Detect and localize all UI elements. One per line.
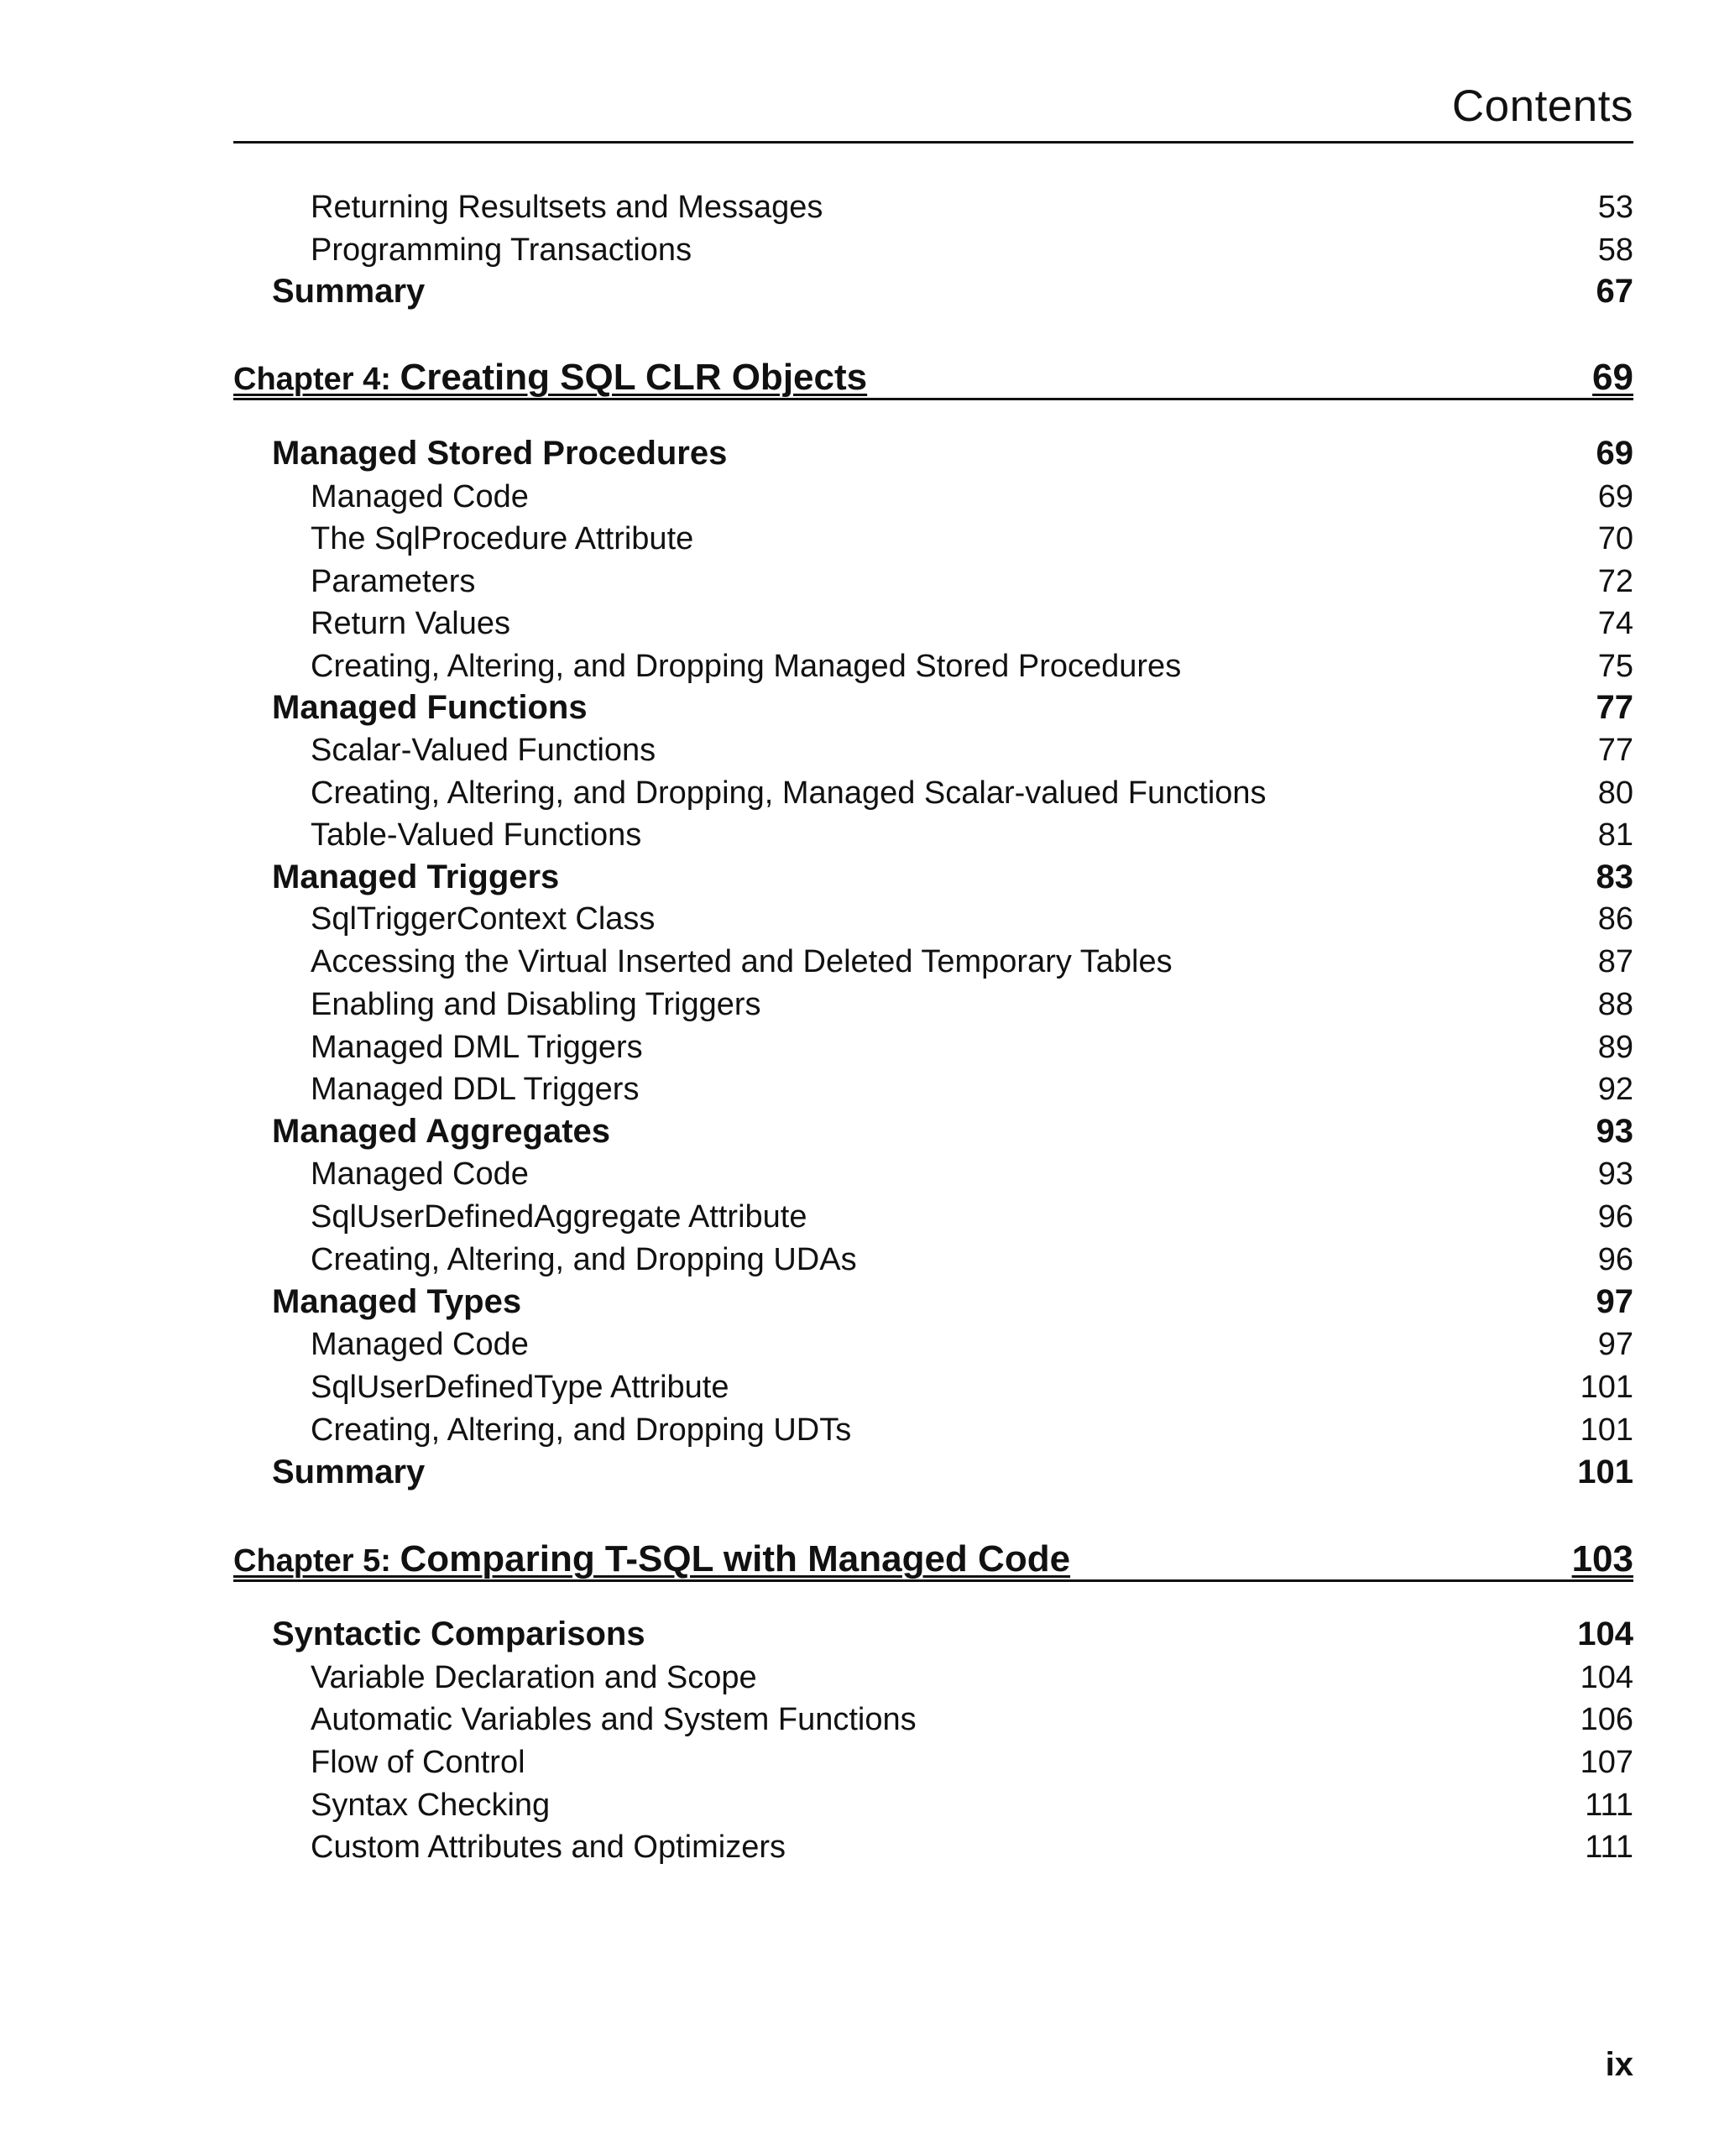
toc-entry-title: Returning Resultsets and Messages bbox=[311, 190, 823, 225]
toc-entry[interactable] bbox=[233, 234, 1633, 266]
page-header-title: Contents bbox=[1451, 81, 1633, 131]
toc-entry-page: 88 bbox=[1597, 987, 1633, 1022]
toc-entry-title: Managed Code bbox=[311, 1327, 529, 1362]
header-rule bbox=[233, 141, 1633, 144]
toc-section-title: Summary bbox=[272, 273, 426, 310]
toc-entry-page: 97 bbox=[1597, 1327, 1633, 1362]
chapter-heading bbox=[233, 1538, 1071, 1579]
toc-entry[interactable] bbox=[233, 1746, 1633, 1778]
toc-chapter-4[interactable] bbox=[233, 359, 1633, 400]
chapter-page: 103 bbox=[1571, 1538, 1633, 1579]
toc-section-page: 101 bbox=[1577, 1454, 1633, 1490]
toc-section[interactable] bbox=[233, 274, 1633, 308]
toc-entry[interactable] bbox=[233, 481, 1633, 513]
toc-entry[interactable] bbox=[233, 819, 1633, 851]
toc-entry-title: Parameters bbox=[311, 564, 476, 599]
toc-entry-title: Managed Code bbox=[311, 1156, 529, 1192]
toc-entry[interactable] bbox=[233, 734, 1633, 766]
toc-entry-title: Table-Valued Functions bbox=[311, 817, 642, 853]
toc-section-page: 67 bbox=[1596, 273, 1633, 310]
toc-entry[interactable] bbox=[233, 1831, 1633, 1863]
toc-section-page: 93 bbox=[1596, 1113, 1633, 1150]
toc-section-page: 104 bbox=[1577, 1616, 1633, 1652]
toc-section[interactable] bbox=[233, 436, 1633, 470]
toc-section[interactable] bbox=[233, 1115, 1633, 1148]
toc-section[interactable] bbox=[233, 860, 1633, 894]
toc-entry-page: 80 bbox=[1597, 775, 1633, 811]
toc-section[interactable] bbox=[233, 1617, 1633, 1651]
toc-entry[interactable] bbox=[233, 989, 1633, 1021]
toc-entry-title: Scalar-Valued Functions bbox=[311, 733, 656, 768]
toc-entry-title: Creating, Altering, and Dropping, Managed Scalar-valued Functions bbox=[311, 775, 1267, 811]
toc-entry-title: Enabling and Disabling Triggers bbox=[311, 987, 761, 1022]
toc-entry-page: 92 bbox=[1597, 1072, 1633, 1107]
toc-entry[interactable] bbox=[233, 1414, 1633, 1446]
toc-section-title: Summary bbox=[272, 1454, 426, 1490]
toc-section-page: 97 bbox=[1596, 1283, 1633, 1320]
toc-entry-page: 89 bbox=[1597, 1030, 1633, 1065]
toc-entry-title: SqlUserDefinedType Attribute bbox=[311, 1370, 729, 1405]
toc-section-title: Managed Aggregates bbox=[272, 1113, 611, 1150]
toc-entry[interactable] bbox=[233, 1662, 1633, 1694]
toc-entry-page: 72 bbox=[1597, 564, 1633, 599]
page-number: ix bbox=[1605, 2046, 1633, 2083]
toc-entry-page: 106 bbox=[1580, 1702, 1633, 1737]
toc-entry-title: Flow of Control bbox=[311, 1745, 525, 1780]
toc-entry-page: 81 bbox=[1597, 817, 1633, 853]
toc-entry[interactable] bbox=[233, 903, 1633, 935]
toc-entry[interactable] bbox=[233, 566, 1633, 598]
toc-entry-page: 96 bbox=[1597, 1242, 1633, 1277]
toc-entry-page: 77 bbox=[1597, 733, 1633, 768]
toc-entry-page: 111 bbox=[1585, 1830, 1633, 1865]
toc-section-title: Managed Triggers bbox=[272, 859, 560, 895]
toc-entry-page: 70 bbox=[1597, 521, 1633, 556]
toc-entry[interactable] bbox=[233, 1031, 1633, 1063]
toc-entry[interactable] bbox=[233, 523, 1633, 555]
toc-entry-page: 107 bbox=[1580, 1745, 1633, 1780]
toc-section-page: 83 bbox=[1596, 859, 1633, 895]
toc-entry[interactable] bbox=[233, 1201, 1633, 1233]
chapter-heading bbox=[233, 359, 867, 396]
toc-section-page: 77 bbox=[1596, 689, 1633, 726]
toc-entry-page: 69 bbox=[1597, 479, 1633, 514]
toc-chapter-5[interactable] bbox=[233, 1538, 1633, 1582]
toc-section-title: Managed Types bbox=[272, 1283, 522, 1320]
toc-entry-page: 53 bbox=[1597, 190, 1633, 225]
toc-entry-title: Managed Code bbox=[311, 479, 529, 514]
toc-entry-title: Return Values bbox=[311, 606, 510, 641]
toc-entry-page: 86 bbox=[1597, 901, 1633, 937]
toc-section-title: Managed Functions bbox=[272, 689, 588, 726]
toc-entry[interactable] bbox=[233, 1073, 1633, 1105]
toc-entry-title: Automatic Variables and System Functions bbox=[311, 1702, 917, 1737]
toc-entry-title: Creating, Altering, and Dropping UDAs bbox=[311, 1242, 857, 1277]
toc-entry-title: Programming Transactions bbox=[311, 232, 692, 268]
chapter-title: Creating SQL CLR Objects bbox=[400, 357, 868, 398]
toc-entry-page: 111 bbox=[1585, 1788, 1633, 1823]
chapter-title: Comparing T-SQL with Managed Code bbox=[400, 1538, 1071, 1579]
toc-entry[interactable] bbox=[233, 608, 1633, 639]
toc-entry-title: Variable Declaration and Scope bbox=[311, 1660, 757, 1695]
toc-section-title: Managed Stored Procedures bbox=[272, 435, 728, 472]
toc-entry-page: 101 bbox=[1580, 1370, 1633, 1405]
chapter-page: 69 bbox=[1592, 357, 1633, 398]
toc-entry-page: 58 bbox=[1597, 232, 1633, 268]
toc-entry-page: 74 bbox=[1597, 606, 1633, 641]
toc-section-page: 69 bbox=[1596, 435, 1633, 472]
toc-entry[interactable] bbox=[233, 1704, 1633, 1736]
toc-entry-page: 93 bbox=[1597, 1156, 1633, 1192]
toc-entry-title: Syntax Checking bbox=[311, 1788, 551, 1823]
toc-entry[interactable] bbox=[233, 1244, 1633, 1276]
toc-entry-title: Creating, Altering, and Dropping UDTs bbox=[311, 1412, 852, 1448]
toc-entry-title: Accessing the Virtual Inserted and Deleted Temporary Tables bbox=[311, 944, 1173, 979]
toc-entry-title: Managed DDL Triggers bbox=[311, 1072, 640, 1107]
toc-entry-page: 104 bbox=[1580, 1660, 1633, 1695]
toc-entry-title: Custom Attributes and Optimizers bbox=[311, 1830, 786, 1865]
toc-entry-page: 96 bbox=[1597, 1199, 1633, 1235]
toc-entry[interactable] bbox=[233, 946, 1633, 978]
toc-entry-page: 87 bbox=[1597, 944, 1633, 979]
toc-entry-title: Managed DML Triggers bbox=[311, 1030, 643, 1065]
chapter-prefix: Chapter 5: bbox=[233, 1543, 400, 1579]
toc-entry[interactable] bbox=[233, 1158, 1633, 1190]
toc-entry[interactable] bbox=[233, 650, 1633, 682]
toc-entry-page: 75 bbox=[1597, 649, 1633, 684]
toc-entry[interactable] bbox=[233, 191, 1633, 223]
toc-entry[interactable] bbox=[233, 1329, 1633, 1360]
toc-entry[interactable] bbox=[233, 777, 1633, 809]
toc-section[interactable] bbox=[233, 691, 1633, 724]
toc-entry-title: Creating, Altering, and Dropping Managed Stored Procedures bbox=[311, 649, 1182, 684]
toc-section[interactable] bbox=[233, 1285, 1633, 1318]
toc-entry-title: SqlUserDefinedAggregate Attribute bbox=[311, 1199, 807, 1235]
toc-section[interactable] bbox=[233, 1455, 1633, 1489]
toc-section-title: Syntactic Comparisons bbox=[272, 1616, 645, 1652]
toc-entry[interactable] bbox=[233, 1789, 1633, 1821]
chapter-prefix: Chapter 4: bbox=[233, 362, 400, 397]
toc-entry-title: The SqlProcedure Attribute bbox=[311, 521, 694, 556]
toc-entry-page: 101 bbox=[1580, 1412, 1633, 1448]
toc-entry[interactable] bbox=[233, 1371, 1633, 1403]
toc-entry-title: SqlTriggerContext Class bbox=[311, 901, 656, 937]
